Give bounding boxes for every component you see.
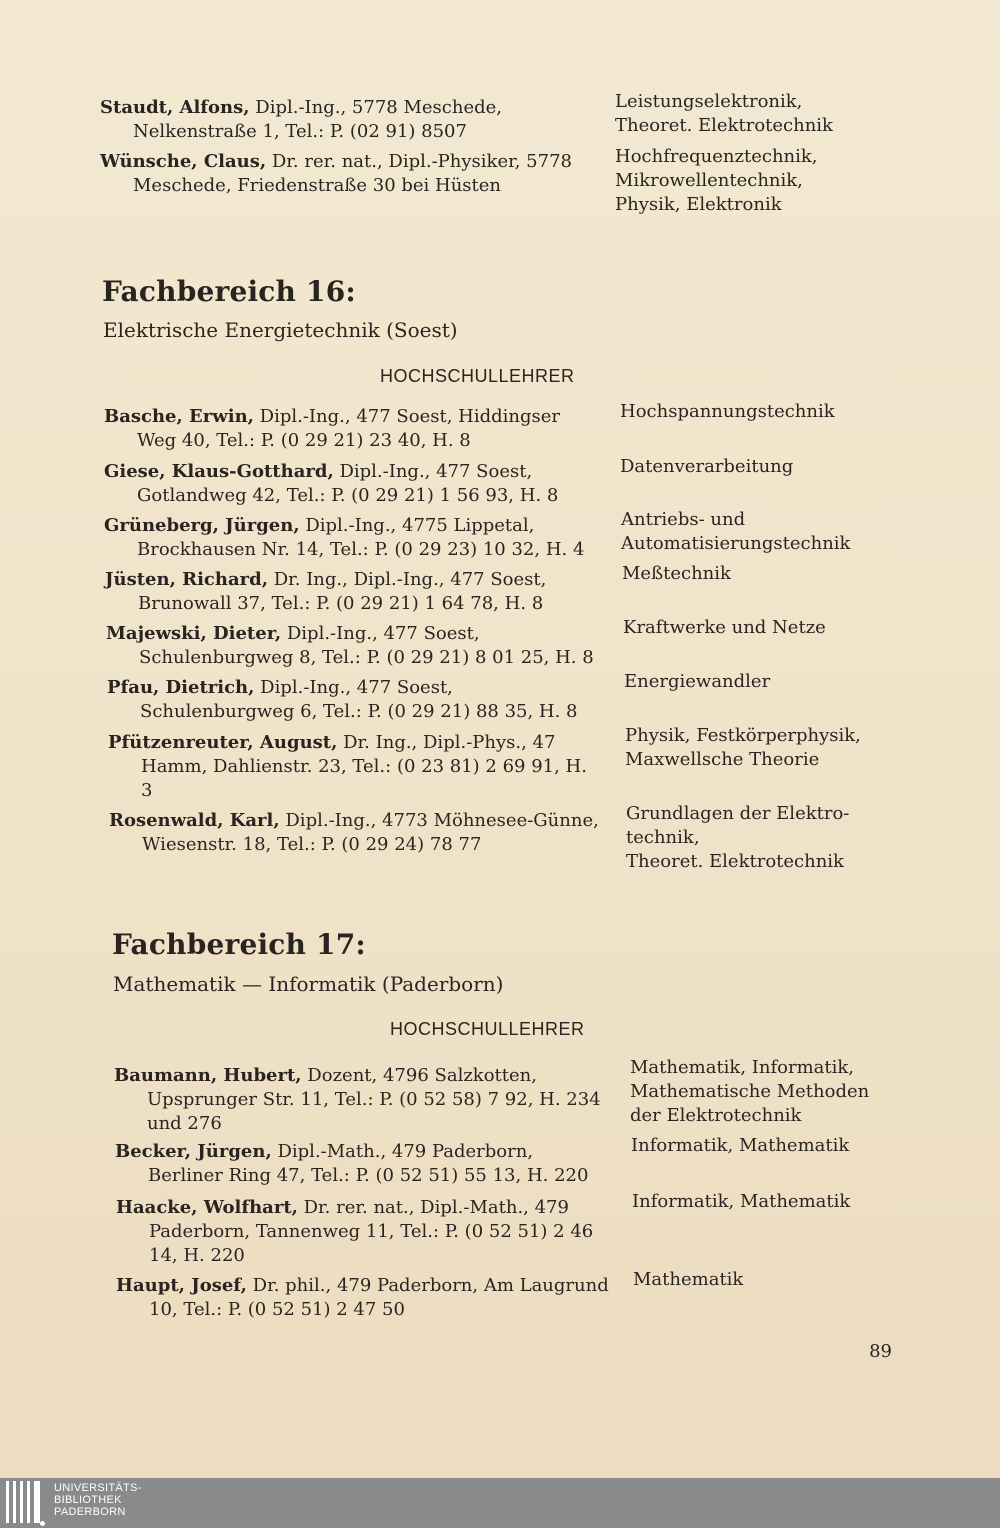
- entry-field: [626, 802, 896, 874]
- section-heading: Fachbereich 17:: [112, 928, 366, 961]
- entry-details: Dipl.-Ing., 477 Soest, Gotlandweg 42, Tel.: P. (0 29 21) 1 56 93, H. 8: [137, 461, 559, 506]
- entry-details: Dr. rer. nat., Dipl.-Math., 479 Paderborn, Tannenweg 11, Tel.: P. (0 52 51) 2 46 14, H. 220: [149, 1197, 594, 1266]
- field-line: Physik, Elektronik: [615, 194, 782, 215]
- field-line: Grundlagen der Elektro-: [626, 803, 850, 824]
- field-line: Informatik, Mathematik: [632, 1191, 851, 1212]
- entry-person: [104, 460, 599, 508]
- field-line: Maxwellsche Theorie: [625, 749, 820, 770]
- section-label: HOCHSCHULLEHRER: [380, 366, 575, 386]
- entry-person: [104, 514, 599, 562]
- entry-field: [633, 1268, 903, 1292]
- library-footer: [0, 1478, 1000, 1528]
- field-line: Kraftwerke und Netze: [623, 617, 826, 638]
- entry-name: Rosenwald, Karl,: [109, 810, 280, 831]
- field-line: Antriebs- und: [621, 509, 746, 530]
- entry-field: [615, 90, 885, 138]
- field-line: Hochfrequenztechnik,: [615, 146, 818, 167]
- field-line: Theoret. Elektrotechnik: [615, 115, 833, 136]
- entry-name: Basche, Erwin,: [104, 406, 254, 427]
- entry-field: [625, 724, 895, 772]
- field-line: Energiewandler: [624, 671, 771, 692]
- entry-field: [615, 145, 885, 217]
- entry-person: [109, 809, 604, 857]
- entry-details: Dr. phil., 479 Paderborn, Am Laugrund 10, Tel.: P. (0 52 51) 2 47 50: [149, 1275, 609, 1320]
- entry-name: Becker, Jürgen,: [115, 1141, 272, 1162]
- section-heading: Fachbereich 16:: [102, 275, 356, 308]
- entry-person: [108, 731, 603, 803]
- entry-person: [115, 1140, 610, 1188]
- field-line: Automatisierungstechnik: [621, 533, 851, 554]
- entry-person: [100, 150, 595, 198]
- entry-person: [116, 1274, 611, 1322]
- entry-details: Dipl.-Ing., 5778 Meschede, Nelkenstraße 1, Tel.: P. (02 91) 8507: [133, 97, 503, 142]
- entry-field: [620, 455, 890, 479]
- field-line: Physik, Festkörperphysik,: [625, 725, 861, 746]
- section-subtitle: Mathematik — Informatik (Paderborn): [113, 972, 504, 996]
- entry-details: Dr. Ing., Dipl.-Ing., 477 Soest, Brunowall 37, Tel.: P. (0 29 21) 1 64 78, H. 8: [138, 569, 547, 614]
- entry-person: [107, 676, 602, 724]
- field-line: Meßtechnik: [622, 563, 731, 584]
- field-line: Mathematische Methoden: [630, 1081, 870, 1102]
- entry-person: [116, 1196, 611, 1268]
- entry-details: Dr. rer. nat., Dipl.-Physiker, 5778 Meschede, Friedenstraße 30 bei Hüsten: [133, 151, 572, 196]
- library-name-line: UNIVERSITÄTS-: [54, 1482, 142, 1494]
- entry-field: [622, 562, 892, 586]
- library-name-line: BIBLIOTHEK: [54, 1494, 122, 1506]
- field-line: Datenverarbeitung: [620, 456, 794, 477]
- entry-details: Dipl.-Ing., 4773 Möhnesee-Günne, Wiesenstr. 18, Tel.: P. (0 29 24) 78 77: [142, 810, 599, 855]
- entry-name: Baumann, Hubert,: [114, 1065, 302, 1086]
- entry-field: [623, 616, 893, 640]
- entry-field: [621, 508, 891, 556]
- field-line: Mathematik, Informatik,: [630, 1057, 855, 1078]
- entry-field: [630, 1056, 900, 1128]
- field-line: Hochspannungstechnik: [620, 401, 835, 422]
- entry-details: Dipl.-Ing., 477 Soest, Schulenburgweg 8, Tel.: P. (0 29 21) 8 01 25, H. 8: [139, 623, 594, 668]
- entry-name: Staudt, Alfons,: [100, 97, 250, 118]
- section-subtitle: Elektrische Energietechnik (Soest): [103, 318, 458, 342]
- entry-name: Pfau, Dietrich,: [107, 677, 255, 698]
- field-line: technik,: [626, 827, 700, 848]
- section-label: HOCHSCHULLEHRER: [390, 1019, 585, 1039]
- entry-field: [631, 1134, 901, 1158]
- entry-details: Dozent, 4796 Salzkotten, Upsprunger Str. 11, Tel.: P. (0 52 58) 7 92, H. 234 und 276: [147, 1065, 601, 1134]
- field-line: Leistungselektronik,: [615, 91, 803, 112]
- library-name: [54, 1482, 142, 1518]
- page-number: 89: [869, 1341, 892, 1362]
- field-line: Informatik, Mathematik: [631, 1135, 850, 1156]
- entry-name: Wünsche, Claus,: [100, 151, 267, 172]
- field-line: Mathematik: [633, 1269, 744, 1290]
- entry-name: Pfützenreuter, August,: [108, 732, 338, 753]
- entry-name: Haupt, Josef,: [116, 1275, 247, 1296]
- entry-field: [624, 670, 894, 694]
- entry-details: Dipl.-Math., 479 Paderborn, Berliner Ring 47, Tel.: P. (0 52 51) 55 13, H. 220: [148, 1141, 589, 1186]
- library-name-line: PADERBORN: [54, 1506, 126, 1518]
- field-line: der Elektrotechnik: [630, 1105, 802, 1126]
- field-line: Theoret. Elektrotechnik: [626, 851, 844, 872]
- entry-name: Giese, Klaus-Gotthard,: [104, 461, 334, 482]
- entry-details: Dr. Ing., Dipl.-Phys., 47 Hamm, Dahlienstr. 23, Tel.: (0 23 81) 2 69 91, H. 3: [141, 732, 587, 801]
- entry-field: [632, 1190, 902, 1214]
- entry-field: [620, 400, 890, 424]
- entry-name: Jüsten, Richard,: [105, 569, 268, 590]
- entry-name: Haacke, Wolfhart,: [116, 1197, 298, 1218]
- entry-person: [100, 96, 595, 144]
- entry-person: [104, 405, 599, 453]
- entry-name: Majewski, Dieter,: [106, 623, 282, 644]
- entry-person: [105, 568, 600, 616]
- entry-details: Dipl.-Ing., 477 Soest, Schulenburgweg 6, Tel.: P. (0 29 21) 88 35, H. 8: [140, 677, 578, 722]
- entry-person: [106, 622, 601, 670]
- library-logo-icon: [4, 1481, 48, 1525]
- entry-person: [114, 1064, 609, 1136]
- entry-details: Dipl.-Ing., 4775 Lippetal, Brockhausen Nr. 14, Tel.: P. (0 29 23) 10 32, H. 4: [137, 515, 585, 560]
- entry-details: Dipl.-Ing., 477 Soest, Hiddingser Weg 40, Tel.: P. (0 29 21) 23 40, H. 8: [137, 406, 560, 451]
- entry-name: Grüneberg, Jürgen,: [104, 515, 300, 536]
- field-line: Mikrowellentechnik,: [615, 170, 803, 191]
